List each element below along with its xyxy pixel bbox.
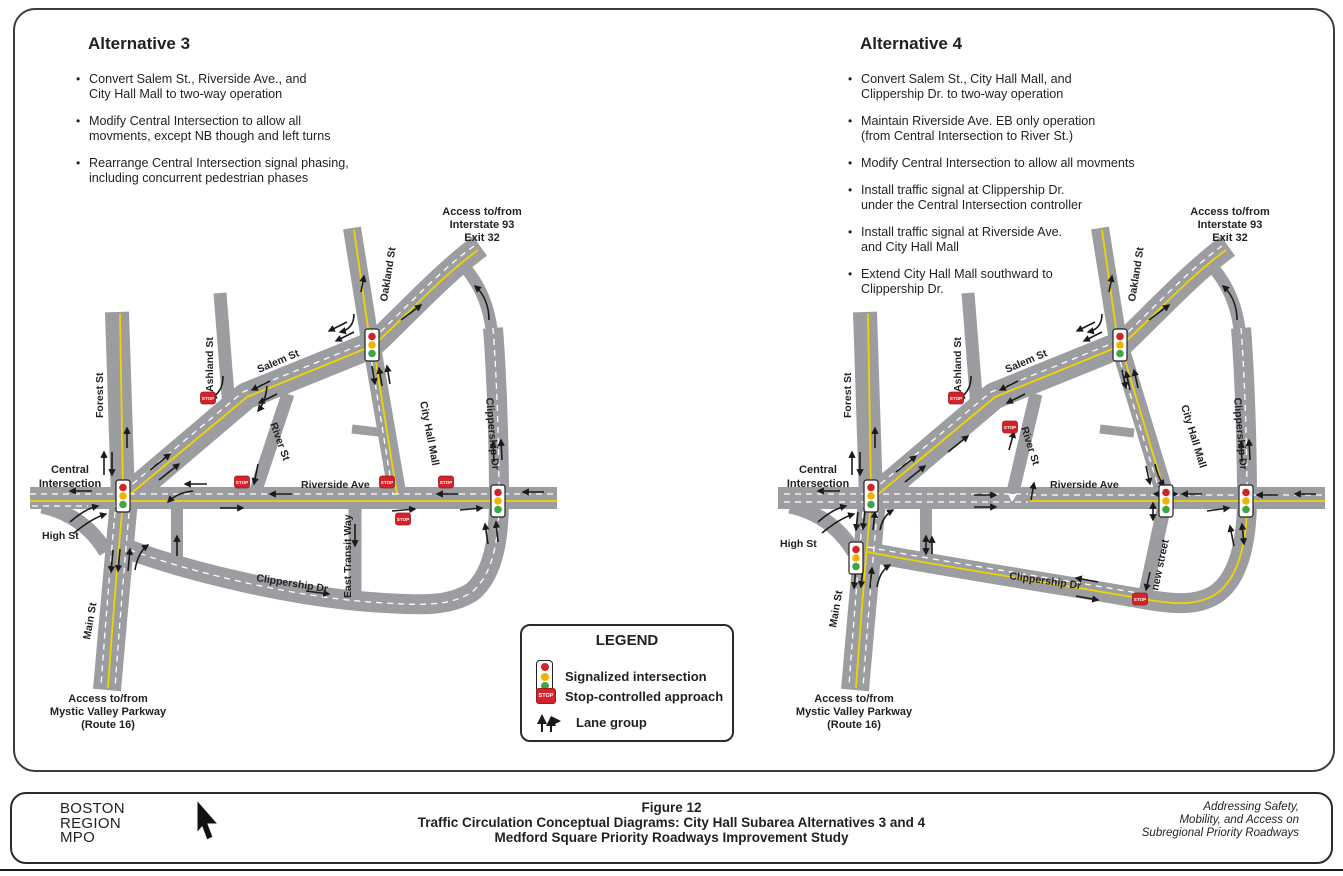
svg-text:STOP: STOP bbox=[1133, 596, 1147, 602]
street-label: Main St bbox=[81, 601, 100, 641]
bullet-line: Maintain Riverside Ave. EB only operation bbox=[861, 114, 1096, 128]
stop-sign-icon bbox=[439, 476, 454, 488]
street-label: High St bbox=[42, 530, 79, 542]
street-label: Oakland St bbox=[1126, 246, 1147, 303]
mystic-access-label: (Route 16) bbox=[827, 719, 881, 731]
svg-text:STOP: STOP bbox=[380, 479, 394, 485]
bullet-dot: • bbox=[848, 183, 853, 197]
figure-caption bbox=[12, 800, 1331, 845]
street-label: Main St bbox=[827, 589, 846, 629]
stop-sign-icon bbox=[201, 392, 216, 404]
mystic-access-label: Access to/from bbox=[814, 693, 894, 705]
stop-sign-icon bbox=[949, 392, 964, 404]
i93-access-label: Access to/from bbox=[442, 206, 522, 218]
mystic-access-label: Access to/from bbox=[68, 693, 148, 705]
street-label: City Hall Mall bbox=[417, 400, 442, 467]
mystic-access-label: (Route 16) bbox=[81, 719, 135, 731]
tagline-line: Addressing Safety, bbox=[1203, 801, 1299, 813]
footer-title-block bbox=[10, 792, 1333, 864]
bullet-dot: • bbox=[76, 156, 81, 170]
legend-item-label: Signalized intersection bbox=[565, 669, 707, 684]
bullet-dot: • bbox=[848, 156, 853, 170]
street-label: River St bbox=[267, 420, 293, 463]
stop-sign-icon bbox=[235, 476, 250, 488]
traffic-signal-icon bbox=[365, 329, 379, 361]
svg-text:STOP: STOP bbox=[439, 479, 453, 485]
bullet-line: Clippership Dr. bbox=[861, 282, 944, 296]
bullet-line: Convert Salem St., Riverside Ave., and bbox=[89, 72, 307, 86]
svg-text:STOP: STOP bbox=[949, 395, 963, 401]
bullet-dot: • bbox=[848, 72, 853, 86]
bullet-line: (from Central Intersection to River St.) bbox=[861, 129, 1074, 143]
bullet-line: and City Hall Mall bbox=[861, 240, 959, 254]
central-intersection-label: Central bbox=[51, 464, 89, 476]
lane-group-icon bbox=[536, 710, 564, 734]
street-label: High St bbox=[780, 538, 817, 550]
alt3-title: Alternative 3 bbox=[88, 34, 191, 53]
street-label: East Transit Way bbox=[342, 514, 354, 598]
legend-item-lane-group bbox=[536, 710, 647, 734]
bullet-dot: • bbox=[848, 267, 853, 281]
legend bbox=[520, 624, 734, 742]
alt4-title: Alternative 4 bbox=[860, 34, 963, 53]
bullet-line: movments, except NB though and left turns bbox=[89, 129, 331, 143]
stop-sign-icon bbox=[1003, 421, 1018, 433]
alt3-map bbox=[30, 200, 570, 748]
bullet-line: Clippership Dr. to two-way operation bbox=[861, 87, 1064, 101]
street-label: River St bbox=[1018, 425, 1042, 467]
bullet-dot: • bbox=[76, 72, 81, 86]
i93-access-label: Exit 32 bbox=[464, 232, 500, 244]
page-bottom-rule bbox=[0, 869, 1343, 871]
traffic-signal-icon bbox=[1113, 329, 1127, 361]
figure-title: Traffic Circulation Conceptual Diagrams: City Hall Subarea Alternatives 3 and 4 bbox=[417, 815, 926, 830]
street-label: Riverside Ave bbox=[1050, 479, 1119, 491]
i93-access-label: Interstate 93 bbox=[449, 219, 515, 231]
street-label: new street bbox=[1149, 538, 1172, 592]
alt4-bullet-1 bbox=[848, 72, 1188, 102]
alt4-bullet-3 bbox=[848, 156, 1188, 171]
street-label: Salem St bbox=[255, 347, 302, 376]
bullet-line: under the Central Intersection controller bbox=[861, 198, 1083, 212]
i93-access-label: Interstate 93 bbox=[1197, 219, 1263, 231]
street-label: Clippership Dr bbox=[483, 397, 502, 471]
bullet-line: Modify Central Intersection to allow all bbox=[89, 114, 302, 128]
org-line: BOSTON bbox=[60, 800, 125, 817]
bullet-line: Extend City Hall Mall southward to bbox=[861, 267, 1053, 281]
org-line: REGION bbox=[60, 814, 121, 832]
alt3-bullet-1 bbox=[76, 72, 406, 102]
bullet-line: City Hall Mall to two-way operation bbox=[89, 87, 283, 101]
i93-access-label: Exit 32 bbox=[1212, 232, 1248, 244]
bullet-line: Rearrange Central Intersection signal phasing, bbox=[89, 156, 349, 170]
traffic-signal-icon bbox=[849, 542, 863, 574]
alt3-bullet-list bbox=[76, 72, 406, 198]
alt4-bullet-2 bbox=[848, 114, 1188, 144]
alt3-roads bbox=[30, 228, 557, 690]
stop-sign-icon bbox=[1133, 593, 1148, 605]
legend-item-label: Stop-controlled approach bbox=[565, 688, 724, 704]
street-label: Salem St bbox=[1003, 347, 1050, 376]
street-label: Ashland St bbox=[952, 337, 964, 392]
org-line: MPO bbox=[60, 829, 96, 846]
street-label: Forest St bbox=[842, 372, 854, 418]
tagline-line: Subregional Priority Roadways bbox=[1141, 827, 1299, 839]
bullet-line: including concurrent pedestrian phases bbox=[89, 171, 309, 185]
stop-sign-icon bbox=[396, 513, 411, 525]
street-label: Clippership Dr bbox=[255, 572, 329, 596]
bullet-line: Install traffic signal at Clippership Dr. bbox=[861, 183, 1065, 197]
bullet-line: Convert Salem St., City Hall Mall, and bbox=[861, 72, 1072, 86]
traffic-signal-icon bbox=[491, 485, 505, 517]
legend-item-label: Lane group bbox=[576, 714, 647, 730]
bullet-dot: • bbox=[76, 114, 81, 128]
stop-sign-icon: STOP bbox=[536, 688, 556, 704]
central-intersection-label: Intersection bbox=[786, 478, 850, 490]
street-label: Oakland St bbox=[378, 246, 399, 303]
svg-text:STOP: STOP bbox=[1003, 424, 1017, 430]
street-label: City Hall Mall bbox=[1178, 403, 1209, 470]
svg-text:STOP: STOP bbox=[201, 395, 215, 401]
traffic-signal-icon bbox=[1239, 485, 1253, 517]
alt4-map bbox=[778, 200, 1333, 748]
bullet-line: Modify Central Intersection to allow all movments bbox=[861, 156, 1135, 170]
legend-item-stop bbox=[536, 688, 723, 704]
street-label: Forest St bbox=[94, 372, 106, 418]
stop-sign-icon bbox=[380, 476, 395, 488]
mystic-access-label: Mystic Valley Parkway bbox=[795, 706, 913, 718]
svg-text:STOP: STOP bbox=[396, 516, 410, 522]
street-label: Riverside Ave bbox=[301, 479, 370, 491]
legend-title: LEGEND bbox=[595, 632, 659, 649]
street-label: Ashland St bbox=[204, 337, 216, 392]
central-intersection-label: Central bbox=[799, 464, 837, 476]
mystic-access-label: Mystic Valley Parkway bbox=[49, 706, 167, 718]
alt3-bullet-2 bbox=[76, 114, 406, 144]
bullet-dot: • bbox=[848, 114, 853, 128]
street-label: Clippership Dr bbox=[1008, 570, 1082, 593]
central-intersection-label: Intersection bbox=[38, 478, 102, 490]
street-label: Clippership Dr bbox=[1231, 397, 1250, 471]
figure-number: Figure 12 bbox=[641, 800, 702, 815]
study-tagline bbox=[1142, 801, 1299, 840]
tagline-line: Mobility, and Access on bbox=[1179, 814, 1299, 826]
traffic-signal-icon bbox=[116, 480, 130, 512]
traffic-signal-icon bbox=[864, 480, 878, 512]
figure-subtitle: Medford Square Priority Roadways Improvement Study bbox=[494, 830, 849, 845]
bullet-line: Install traffic signal at Riverside Ave. bbox=[861, 225, 1063, 239]
i93-access-label: Access to/from bbox=[1190, 206, 1270, 218]
svg-text:STOP: STOP bbox=[235, 479, 249, 485]
alt3-bullet-3 bbox=[76, 156, 406, 186]
traffic-signal-icon bbox=[1159, 485, 1173, 517]
bullet-dot: • bbox=[848, 225, 853, 239]
